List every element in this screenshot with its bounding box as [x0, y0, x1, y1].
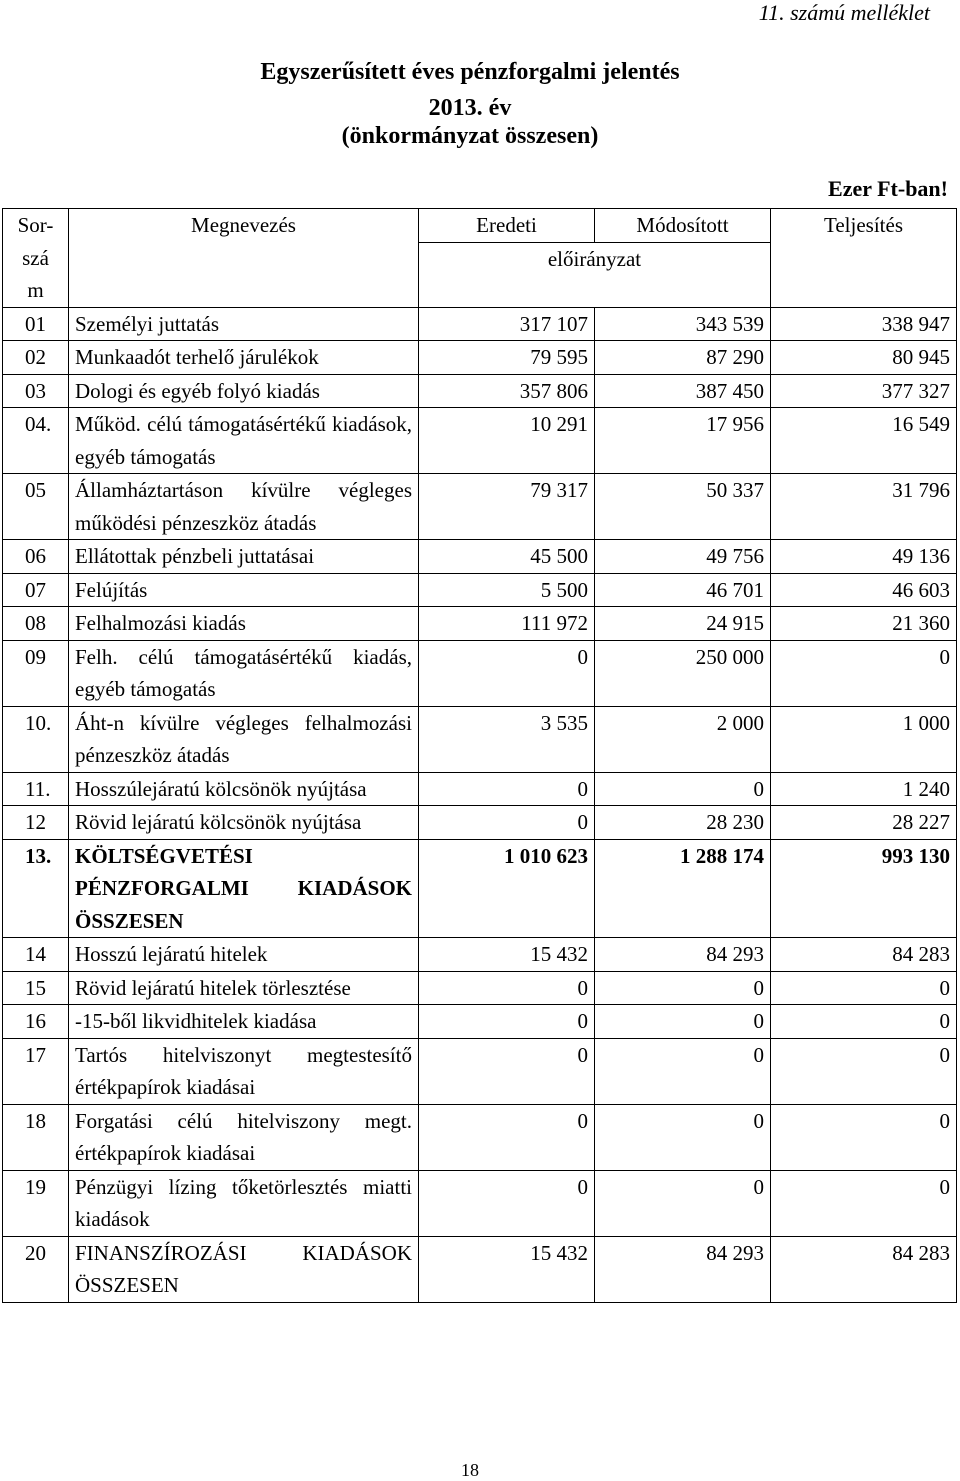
- original-appropriation-cell: 3 535: [419, 706, 595, 772]
- table-header: [3, 209, 957, 308]
- row-name-cell: Felújítás: [69, 573, 419, 607]
- table-row: [3, 374, 957, 408]
- table-body: [3, 307, 957, 1302]
- row-number-cell: 10.: [3, 706, 69, 772]
- report-title-line-2: 2013. év: [428, 95, 512, 121]
- row-name-cell: Áht-n kívülre végleges felhalmozási pénzeszköz átadás: [69, 706, 419, 772]
- original-appropriation-cell: 0: [419, 1170, 595, 1236]
- modified-appropriation-cell: 0: [595, 1170, 771, 1236]
- annex-label: 11. számú melléklet: [758, 0, 930, 25]
- original-appropriation-cell: 357 806: [419, 374, 595, 408]
- modified-appropriation-cell: 1 288 174: [595, 839, 771, 938]
- header-row-number: Sor- szá m: [3, 209, 69, 308]
- table-row: [3, 341, 957, 375]
- actual-cell: 338 947: [771, 307, 957, 341]
- actual-cell: 84 283: [771, 1236, 957, 1302]
- original-appropriation-cell: 5 500: [419, 573, 595, 607]
- row-name-cell: Személyi juttatás: [69, 307, 419, 341]
- modified-appropriation-cell: 0: [595, 1005, 771, 1039]
- actual-cell: 46 603: [771, 573, 957, 607]
- row-name-cell: FINANSZÍROZÁSI KIADÁSOK ÖSSZESEN: [69, 1236, 419, 1302]
- actual-cell: 84 283: [771, 938, 957, 972]
- modified-appropriation-cell: 250 000: [595, 640, 771, 706]
- modified-appropriation-cell: 84 293: [595, 938, 771, 972]
- table-row: [3, 806, 957, 840]
- table-row: [3, 706, 957, 772]
- row-name-cell: Pénzügyi lízing tőketörlesztés miatti kiadások: [69, 1170, 419, 1236]
- original-appropriation-cell: 0: [419, 772, 595, 806]
- actual-cell: 0: [771, 1038, 957, 1104]
- row-name-cell: Felh. célú támogatásértékű kiadás, egyéb támogatás: [69, 640, 419, 706]
- row-number-cell: 20: [3, 1236, 69, 1302]
- actual-cell: 0: [771, 971, 957, 1005]
- table-row: [3, 408, 957, 474]
- table-row: [3, 938, 957, 972]
- modified-appropriation-cell: 28 230: [595, 806, 771, 840]
- actual-cell: 377 327: [771, 374, 957, 408]
- table-row: [3, 474, 957, 540]
- modified-appropriation-cell: 0: [595, 971, 771, 1005]
- row-number-cell: 04.: [3, 408, 69, 474]
- row-name-cell: Forgatási célú hitelviszony megt. értékpapírok kiadásai: [69, 1104, 419, 1170]
- actual-cell: 28 227: [771, 806, 957, 840]
- header-original: Eredeti: [419, 209, 595, 243]
- row-name-cell: Rövid lejáratú hitelek törlesztése: [69, 971, 419, 1005]
- unit-label: Ezer Ft-ban!: [828, 176, 948, 201]
- actual-cell: 0: [771, 1005, 957, 1039]
- header-modified: Módosított: [595, 209, 771, 243]
- actual-cell: 80 945: [771, 341, 957, 375]
- modified-appropriation-cell: 387 450: [595, 374, 771, 408]
- modified-appropriation-cell: 2 000: [595, 706, 771, 772]
- original-appropriation-cell: 1 010 623: [419, 839, 595, 938]
- actual-cell: 31 796: [771, 474, 957, 540]
- row-name-cell: KÖLTSÉGVETÉSI PÉNZFORGALMI KIADÁSOK ÖSSZESEN: [69, 839, 419, 938]
- row-name-cell: Munkaadót terhelő járulékok: [69, 341, 419, 375]
- row-number-cell: 14: [3, 938, 69, 972]
- modified-appropriation-cell: 87 290: [595, 341, 771, 375]
- actual-cell: 993 130: [771, 839, 957, 938]
- original-appropriation-cell: 0: [419, 1005, 595, 1039]
- original-appropriation-cell: 0: [419, 971, 595, 1005]
- row-name-cell: Rövid lejáratú kölcsönök nyújtása: [69, 806, 419, 840]
- row-number-cell: 07: [3, 573, 69, 607]
- table-row: [3, 573, 957, 607]
- modified-appropriation-cell: 0: [595, 772, 771, 806]
- page-number: 18: [461, 1460, 479, 1480]
- row-number-cell: 15: [3, 971, 69, 1005]
- actual-cell: 49 136: [771, 540, 957, 574]
- row-name-cell: Tartós hitelviszonyt megtestesítő értékpapírok kiadásai: [69, 1038, 419, 1104]
- table-row: [3, 971, 957, 1005]
- original-appropriation-cell: 79 595: [419, 341, 595, 375]
- modified-appropriation-cell: 17 956: [595, 408, 771, 474]
- modified-appropriation-cell: 84 293: [595, 1236, 771, 1302]
- actual-cell: 1 000: [771, 706, 957, 772]
- report-title-line-1: Egyszerűsített éves pénzforgalmi jelentés: [260, 59, 680, 85]
- table-row: [3, 1005, 957, 1039]
- row-name-cell: Működ. célú támogatásértékű kiadások, egyéb támogatás: [69, 408, 419, 474]
- original-appropriation-cell: 0: [419, 1038, 595, 1104]
- row-name-cell: Dologi és egyéb folyó kiadás: [69, 374, 419, 408]
- table-row: [3, 607, 957, 641]
- row-number-cell: 19: [3, 1170, 69, 1236]
- row-number-cell: 16: [3, 1005, 69, 1039]
- original-appropriation-cell: 15 432: [419, 938, 595, 972]
- report-title-line-3: (önkormányzat összesen): [341, 123, 599, 149]
- table-row: [3, 640, 957, 706]
- row-number-cell: 09: [3, 640, 69, 706]
- expenditure-table: [2, 208, 957, 1303]
- header-name: Megnevezés: [69, 209, 419, 308]
- table-row: [3, 1236, 957, 1302]
- row-number-cell: 13.: [3, 839, 69, 938]
- actual-cell: 0: [771, 1170, 957, 1236]
- row-name-cell: -15-ből likvidhitelek kiadása: [69, 1005, 419, 1039]
- row-name-cell: Ellátottak pénzbeli juttatásai: [69, 540, 419, 574]
- row-number-cell: 18: [3, 1104, 69, 1170]
- table-row: [3, 839, 957, 938]
- original-appropriation-cell: 15 432: [419, 1236, 595, 1302]
- table-row: [3, 307, 957, 341]
- original-appropriation-cell: 0: [419, 806, 595, 840]
- original-appropriation-cell: 0: [419, 1104, 595, 1170]
- row-number-cell: 08: [3, 607, 69, 641]
- actual-cell: 21 360: [771, 607, 957, 641]
- actual-cell: 0: [771, 640, 957, 706]
- header-appropriation: előirányzat: [419, 242, 771, 307]
- actual-cell: 1 240: [771, 772, 957, 806]
- row-name-cell: Hosszúlejáratú kölcsönök nyújtása: [69, 772, 419, 806]
- header-actual: Teljesítés: [771, 209, 957, 308]
- row-number-cell: 01: [3, 307, 69, 341]
- original-appropriation-cell: 79 317: [419, 474, 595, 540]
- row-number-cell: 17: [3, 1038, 69, 1104]
- table-row: [3, 1170, 957, 1236]
- row-name-cell: Államháztartáson kívülre végleges működési pénzeszköz átadás: [69, 474, 419, 540]
- actual-cell: 0: [771, 1104, 957, 1170]
- table-row: [3, 1104, 957, 1170]
- original-appropriation-cell: 317 107: [419, 307, 595, 341]
- original-appropriation-cell: 10 291: [419, 408, 595, 474]
- actual-cell: 16 549: [771, 408, 957, 474]
- original-appropriation-cell: 111 972: [419, 607, 595, 641]
- table-row: [3, 772, 957, 806]
- row-number-cell: 06: [3, 540, 69, 574]
- modified-appropriation-cell: 49 756: [595, 540, 771, 574]
- row-number-cell: 02: [3, 341, 69, 375]
- modified-appropriation-cell: 0: [595, 1038, 771, 1104]
- modified-appropriation-cell: 46 701: [595, 573, 771, 607]
- original-appropriation-cell: 0: [419, 640, 595, 706]
- row-number-cell: 12: [3, 806, 69, 840]
- modified-appropriation-cell: 0: [595, 1104, 771, 1170]
- table-row: [3, 540, 957, 574]
- table-row: [3, 1038, 957, 1104]
- row-number-cell: 11.: [3, 772, 69, 806]
- modified-appropriation-cell: 24 915: [595, 607, 771, 641]
- row-name-cell: Felhalmozási kiadás: [69, 607, 419, 641]
- modified-appropriation-cell: 50 337: [595, 474, 771, 540]
- row-number-cell: 03: [3, 374, 69, 408]
- row-name-cell: Hosszú lejáratú hitelek: [69, 938, 419, 972]
- original-appropriation-cell: 45 500: [419, 540, 595, 574]
- modified-appropriation-cell: 343 539: [595, 307, 771, 341]
- row-number-cell: 05: [3, 474, 69, 540]
